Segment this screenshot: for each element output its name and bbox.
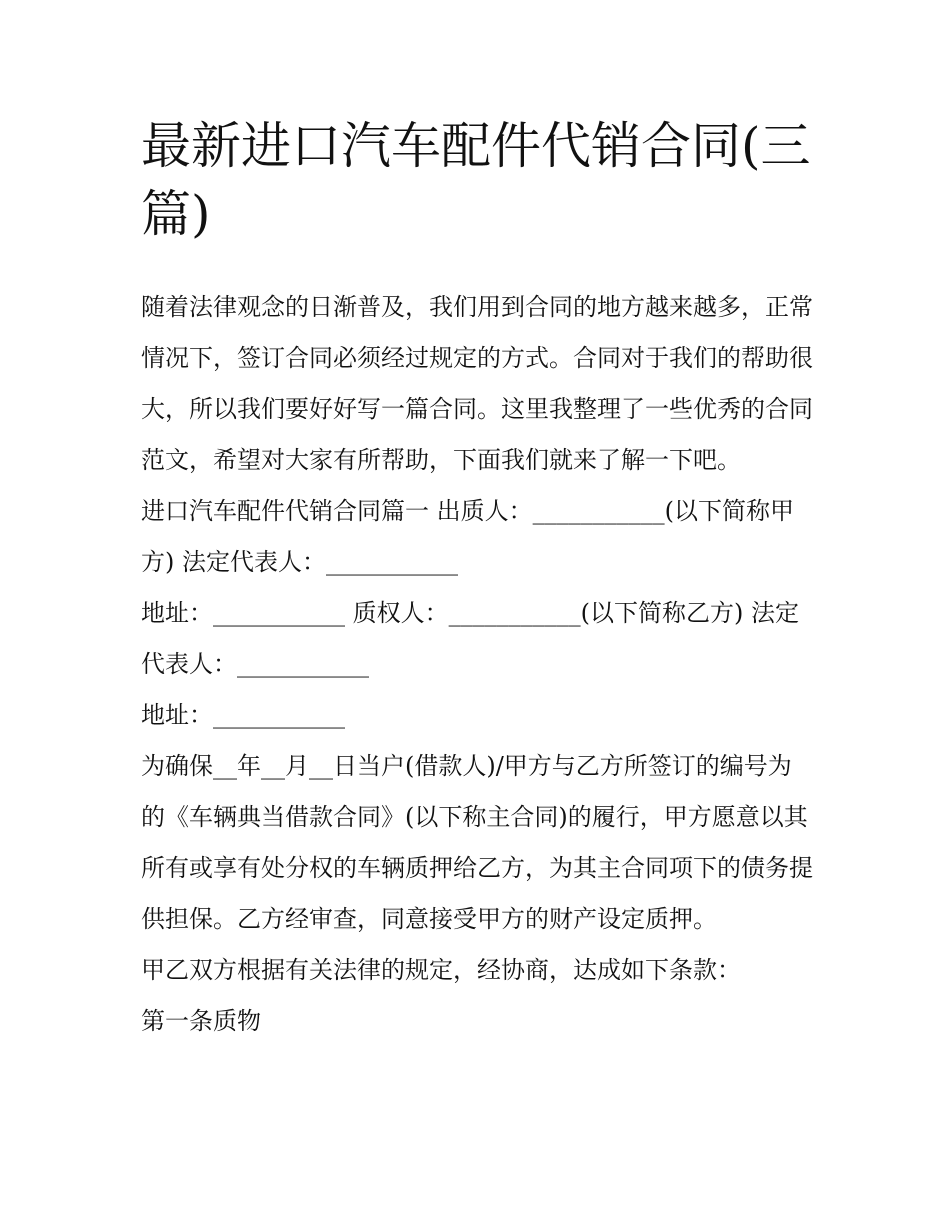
pledgee-address: 地址：___________ xyxy=(141,701,345,729)
document-body xyxy=(141,282,813,1047)
article-one-heading: 第一条质物 xyxy=(141,1007,261,1035)
contract-parties-pledgor: 进口汽车配件代销合同篇一 出质人：___________(以下简称甲方) 法定代表人：___________ xyxy=(141,497,794,576)
contract-parties-pledgee: 地址：___________ 质权人：___________(以下简称乙方) 法定代表人：___________ xyxy=(141,599,799,678)
agreement-paragraph: 甲乙双方根据有关法律的规定，经协商，达成如下条款： xyxy=(141,956,741,984)
document-page xyxy=(141,112,813,1047)
intro-paragraph: 随着法律观念的日渐普及，我们用到合同的地方越来越多，正常情况下，签订合同必须经过规定的方式。合同对于我们的帮助很大，所以我们要好好写一篇合同。这里我整理了一些优秀的合同范文，希望对大家有所帮助，下面我们就来了解一下吧。 xyxy=(141,293,813,474)
document-title: 最新进口汽车配件代销合同(三篇) xyxy=(141,117,811,243)
purpose-paragraph: 为确保__年__月__日当户(借款人)/甲方与乙方所签订的编号为的《车辆典当借款合同》(以下称主合同)的履行，甲方愿意以其所有或享有处分权的车辆质押给乙方，为其主合同项下的债务提供担保。乙方经审查，同意接受甲方的财产设定质押。 xyxy=(141,752,813,933)
